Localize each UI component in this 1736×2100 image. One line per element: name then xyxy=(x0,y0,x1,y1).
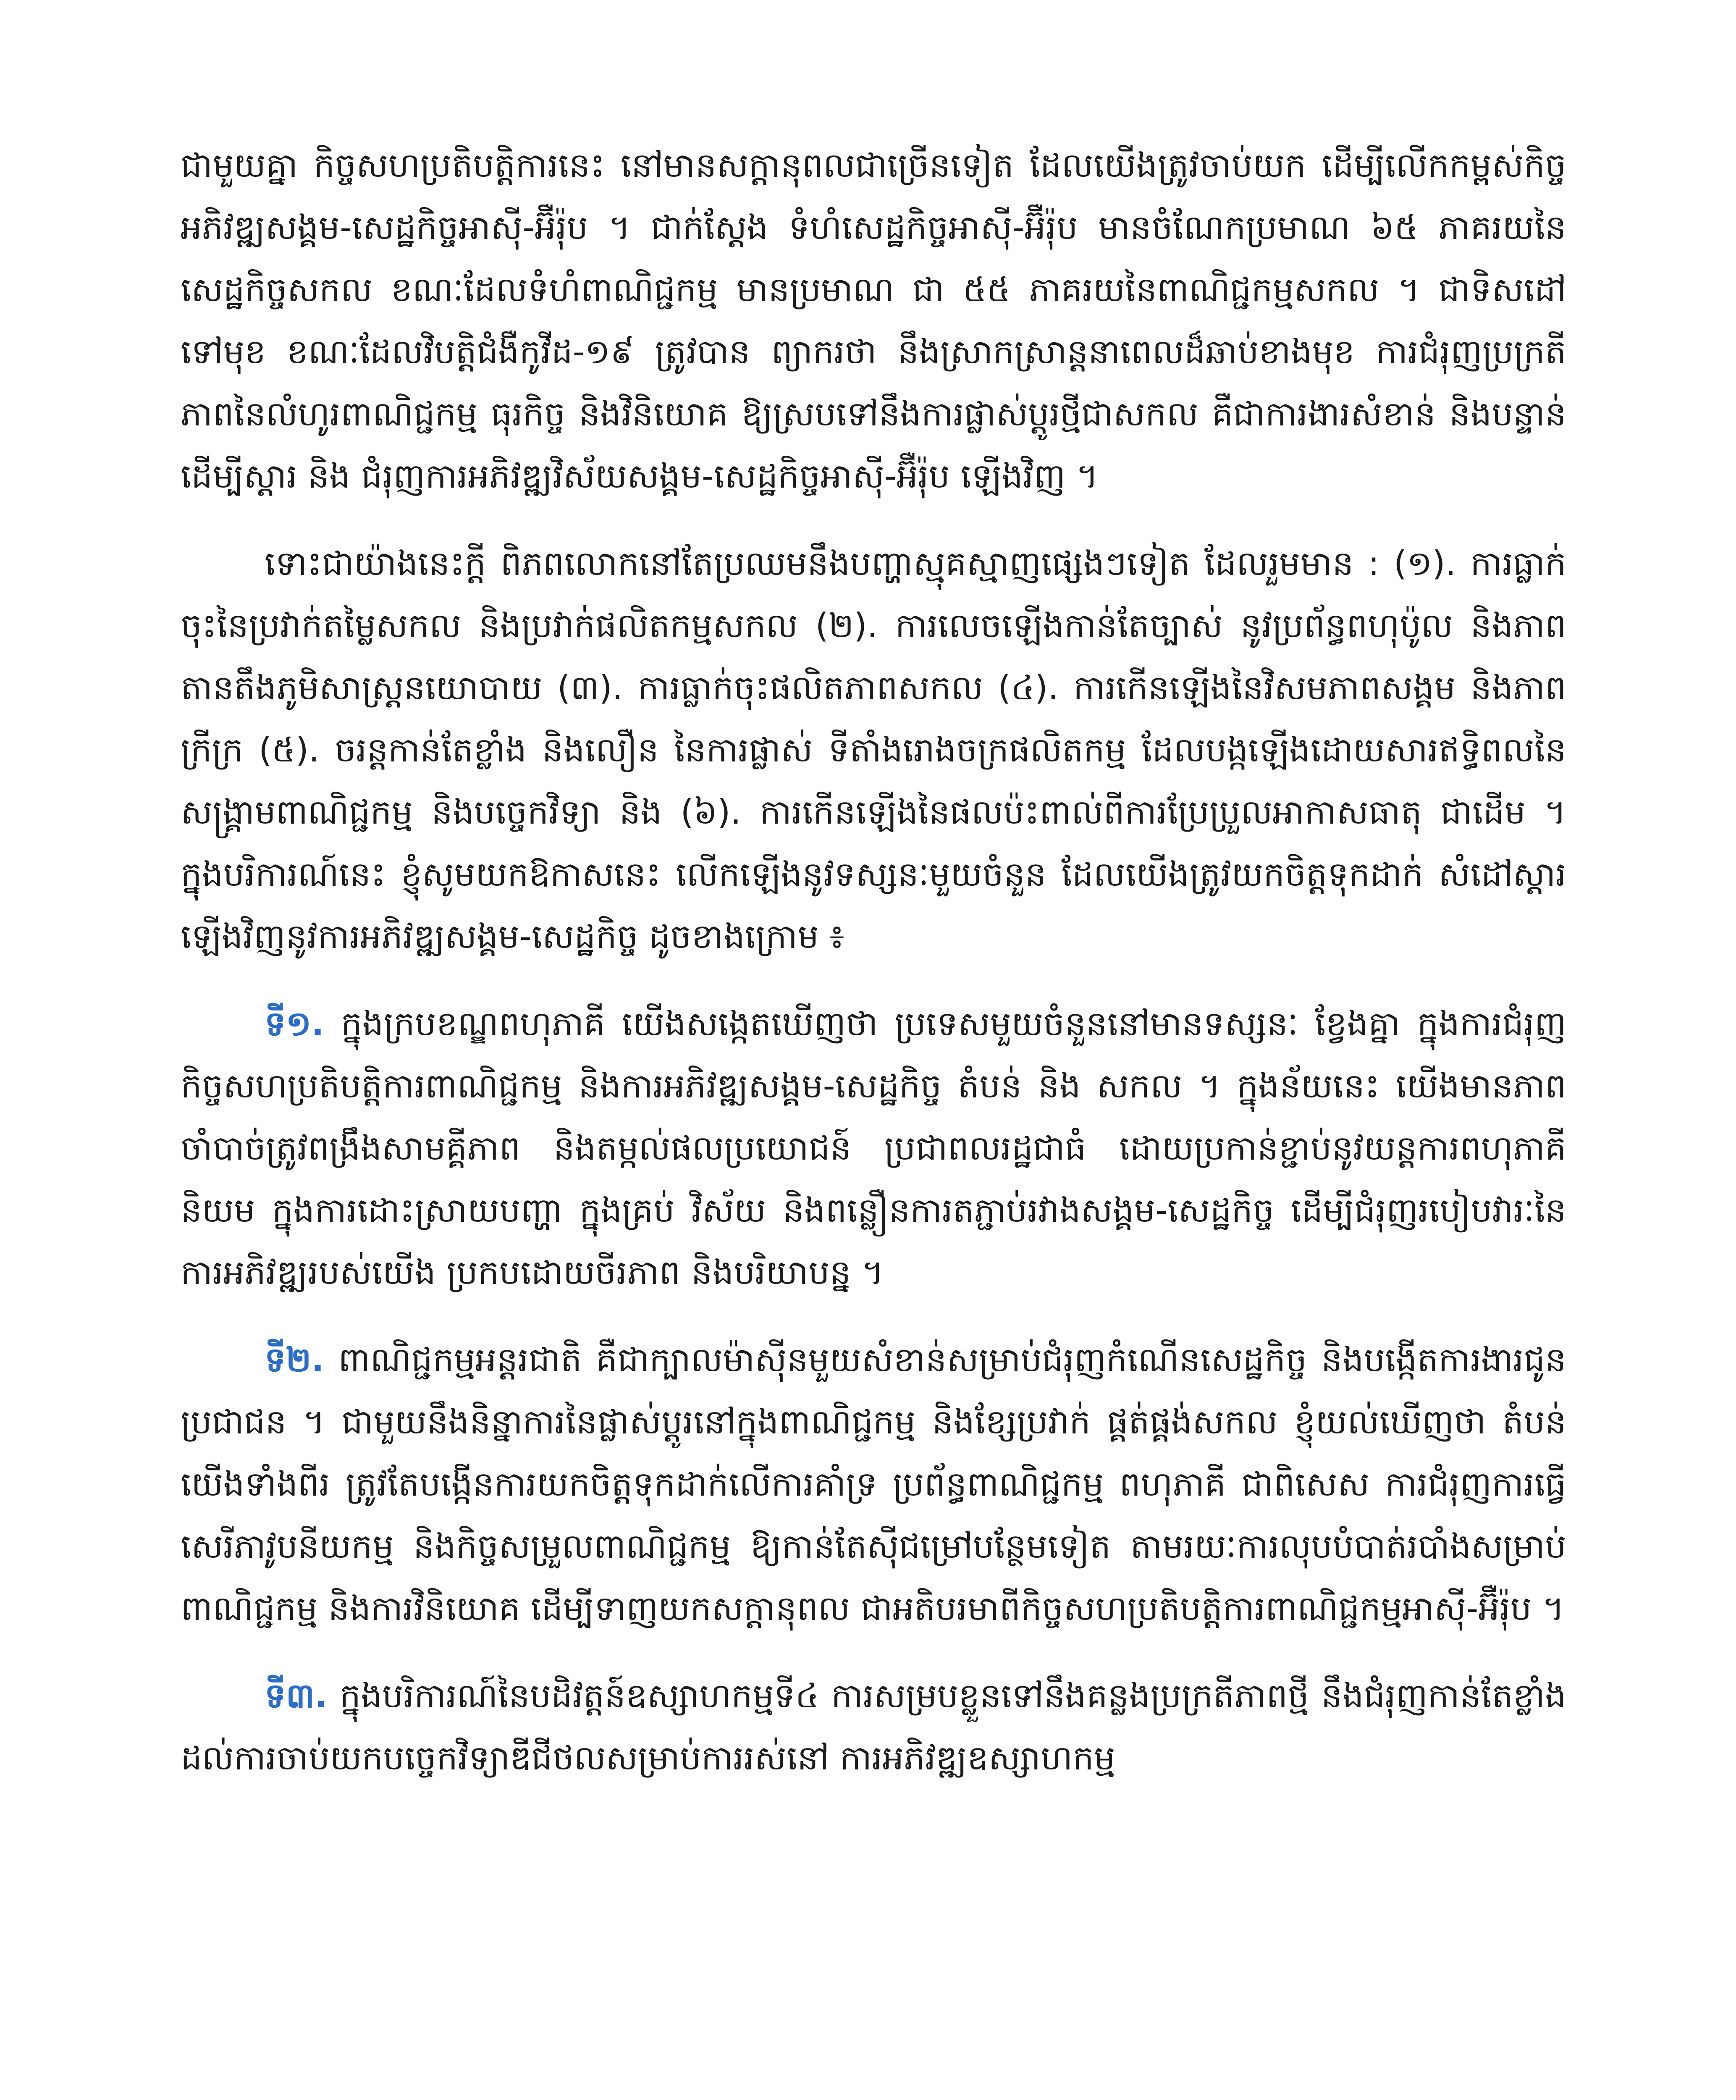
paragraph-1 xyxy=(181,134,1566,507)
document-body xyxy=(181,134,1566,2100)
paragraph-4-number: ទី២. xyxy=(265,1340,324,1379)
paragraph-1-text: ជាមួយគ្នា កិច្ចសហប្រតិបត្តិការនេះ នៅមានសក្តានុពលជាច្រើនទៀត ដែលយើងត្រូវចាប់យក ដើម្បីលើកកម្ពស់កិច្ចអភិវឌ្ឍសង្គម-សេដ្ឋកិច្ចអាស៊ី-អ៊ឺរ៉ុប ។ ជាក់ស្តែង ទំហំសេដ្ឋកិច្ចអាស៊ី-អ៊ឺរ៉ុប មានចំណែកប្រមាណ ៦៥ ភាគរយនៃសេដ្ឋកិច្ចសកល ខណៈដែលទំហំពាណិជ្ជកម្ម មានប្រមាណ ជា ៥៥ ភាគរយនៃពាណិជ្ជកម្មសកល ។ ជាទិសដៅទៅមុខ ខណៈដែលវិបត្តិជំងឺកូវីដ-១៩ ត្រូវបាន ព្យាករថា នឹងស្រាកស្រាន្តនាពេលដ៏ឆាប់ខាងមុខ ការជំរុញប្រក្រតីភាពនៃលំហូរពាណិជ្ជកម្ម ធុរកិច្ច និងវិនិយោគ ឱ្យស្របទៅនឹងការផ្លាស់ប្តូរថ្មីជាសកល គឺជាការងារសំខាន់ និងបន្ទាន់ ដើម្បីស្តារ និង ជំរុញការអភិវឌ្ឍវិស័យសង្គម-សេដ្ឋកិច្ចអាស៊ី-អ៊ឺរ៉ុប ឡើងវិញ ។ xyxy=(181,146,1566,496)
paragraph-3-text: ក្នុងក្របខណ្ឌពហុភាគី យើងសង្កេតឃើញថា ប្រទេសមួយចំនួននៅមានទស្សនៈ ខ្វែងគ្នា ក្នុងការជំរុញកិច្ចសហប្រតិបត្តិការពាណិជ្ជកម្ម និងការអភិវឌ្ឍសង្គម-សេដ្ឋកិច្ច តំបន់ និង សកល ។ ក្នុងន័យនេះ យើងមានភាពចាំបាច់ត្រូវពង្រឹងសាមគ្គីភាព និងតម្កល់ផលប្រយោជន៍ ប្រជាពលរដ្ឋជាធំ ដោយប្រកាន់ខ្ជាប់នូវយន្តការពហុភាគីនិយម ក្នុងការដោះស្រាយបញ្ហា ក្នុងគ្រប់ វិស័យ និងពន្លឿនការតភ្ជាប់រវាងសង្គម-សេដ្ឋកិច្ច ដើម្បីជំរុញរបៀបវារៈនៃការអភិវឌ្ឍរបស់យើង ប្រកបដោយចីរភាព និងបរិយាបន្ន ។ xyxy=(181,1004,1566,1292)
paragraph-5-text: ក្នុងបរិការណ៍នៃបដិវត្តន៍ឧស្សាហកម្មទី៤ ការសម្របខ្លួនទៅនឹងគន្លងប្រក្រតីភាពថ្មី នឹងជំរុញកាន់តែខ្លាំងដល់ការចាប់យកបច្ចេកវិទ្យាឌីជីថលសម្រាប់ការរស់នៅ ការអភិវឌ្ឍឧស្សាហកម្ម xyxy=(181,1676,1566,1777)
paragraph-5 xyxy=(181,1665,1566,1789)
paragraph-3-number: ទី១. xyxy=(265,1004,324,1043)
paragraph-2 xyxy=(181,533,1566,968)
paragraph-5-number: ទី៣. xyxy=(265,1676,328,1715)
paragraph-4 xyxy=(181,1329,1566,1640)
paragraph-4-text: ពាណិជ្ជកម្មអន្តរជាតិ គឺជាក្បាលម៉ាស៊ីនមួយសំខាន់សម្រាប់ជំរុញកំណើនសេដ្ឋកិច្ច និងបង្កើតការងារជូនប្រជាជន ។ ជាមួយនឹងនិន្នាការនៃផ្លាស់ប្តូរនៅក្នុងពាណិជ្ជកម្ម និងខ្សែប្រវាក់ ផ្គត់ផ្គង់សកល ខ្ញុំយល់ឃើញថា តំបន់យើងទាំងពីរ ត្រូវតែបង្កើនការយកចិត្តទុកដាក់លើការគាំទ្រ ប្រព័ន្ធពាណិជ្ជកម្ម ពហុភាគី ជាពិសេស ការជំរុញការធ្វើសេរីភាវូបនីយកម្ម និងកិច្ចសម្រួលពាណិជ្ជកម្ម ឱ្យកាន់តែស៊ីជម្រៅបន្ថែមទៀត តាមរយៈការលុបបំបាត់របាំងសម្រាប់ពាណិជ្ជកម្ម និងការវិនិយោគ ដើម្បីទាញយកសក្តានុពល ជាអតិបរមាពីកិច្ចសហប្រតិបត្តិការពាណិជ្ជកម្មអាស៊ី-អ៊ឺរ៉ុប ។ xyxy=(181,1340,1566,1628)
paragraph-3 xyxy=(181,993,1566,1304)
paragraph-2-text: ទោះជាយ៉ាងនេះក្តី ពិភពលោកនៅតែប្រឈមនឹងបញ្ហាស្មុគស្មាញផ្សេងៗទៀត ដែលរួមមាន : (១). ការធ្លាក់ចុះនៃប្រវាក់តម្លៃសកល និងប្រវាក់ផលិតកម្មសកល (២). ការលេចឡើងកាន់តែច្បាស់ នូវប្រព័ន្ធពហុប៉ូល និងភាពតានតឹងភូមិសាស្ត្រនយោបាយ (៣). ការធ្លាក់ចុះផលិតភាពសកល (៤). ការកើនឡើងនៃវិសមភាពសង្គម និងភាពក្រីក្រ (៥). ចរន្តកាន់តែខ្លាំង និងលឿន នៃការផ្លាស់ ទីតាំងរោងចក្រផលិតកម្ម ដែលបង្កឡើងដោយសារឥទ្ធិពលនៃសង្គ្រាមពាណិជ្ជកម្ម និងបច្ចេកវិទ្យា និង (៦). ការកើនឡើងនៃផលប៉ះពាល់ពីការប្រែប្រួលអាកាសធាតុ ជាដើម ។ ក្នុងបរិការណ៍នេះ ខ្ញុំសូមយកឱកាសនេះ លើកឡើងនូវទស្សនៈមួយចំនួន ដែលយើងត្រូវយកចិត្តទុកដាក់ សំដៅស្តារ ឡើងវិញនូវការអភិវឌ្ឍសង្គម-សេដ្ឋកិច្ច ដូចខាងក្រោម ៖ xyxy=(181,544,1566,956)
